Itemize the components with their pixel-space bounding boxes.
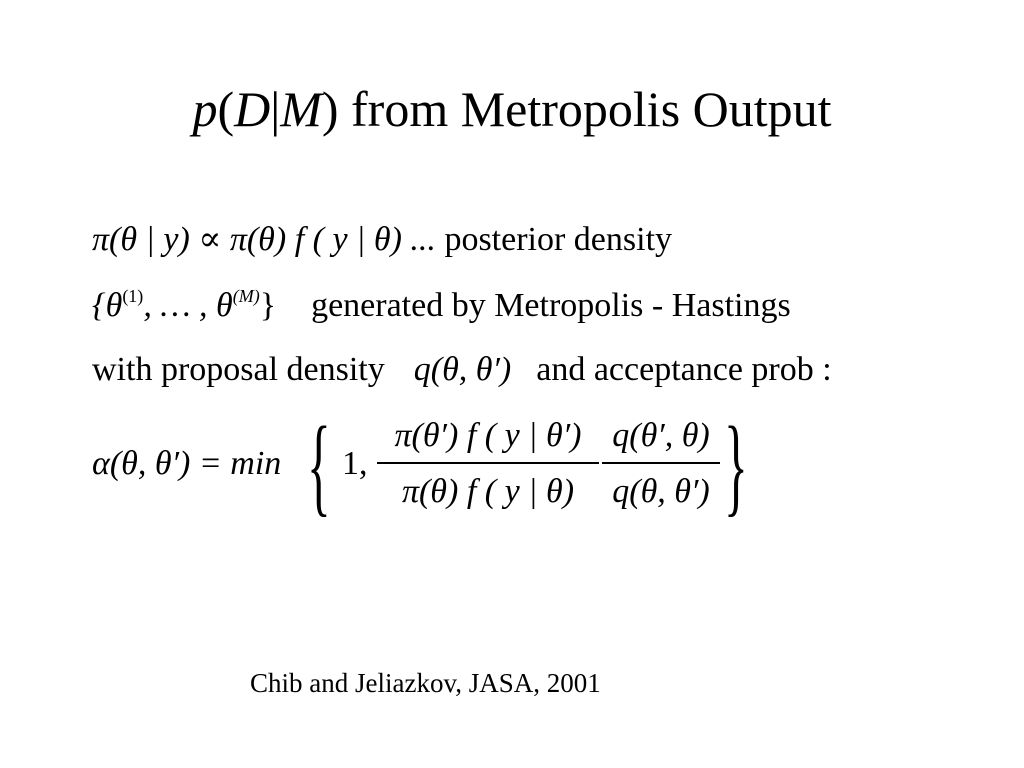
title-bar: | <box>270 81 281 137</box>
left-brace: { <box>307 404 331 526</box>
title-D: D <box>234 81 271 137</box>
frac2-numerator: q(θ′, θ) <box>612 417 710 454</box>
sup-1: (1) <box>122 286 144 306</box>
set-close: } <box>259 287 277 324</box>
proposal-formula: q(θ, θ′) <box>413 351 512 388</box>
generated-label: generated by Metropolis - Hastings <box>311 287 791 324</box>
acceptance-formula <box>92 404 792 526</box>
one-comma: 1, <box>342 445 368 482</box>
title-close-paren: ) <box>321 81 339 137</box>
frac1-denominator: π(θ) f ( y | θ) <box>401 473 575 510</box>
proposal-text-before: with proposal density <box>92 351 385 388</box>
likelihood-ratio-fraction <box>377 416 599 512</box>
title-M: M <box>280 81 322 137</box>
title-open-paren: ( <box>217 81 235 137</box>
title-rest: from Metropolis Output <box>338 81 832 137</box>
set-open: {θ <box>92 287 123 324</box>
title-p: p <box>192 81 218 137</box>
proposal-text-after: and acceptance prob : <box>536 351 832 388</box>
citation: Chib and Jeliazkov, JASA, 2001 <box>250 668 601 698</box>
sup-M: (M) <box>232 286 260 306</box>
posterior-label: posterior density <box>444 221 673 258</box>
frac2-denominator: q(θ, θ′) <box>612 473 710 510</box>
right-brace: } <box>724 404 748 526</box>
posterior-density-line <box>92 220 672 260</box>
frac1-numerator: π(θ′) f ( y | θ′) <box>394 417 582 454</box>
proposal-ratio-fraction <box>602 416 720 512</box>
sample-set-line <box>92 286 791 326</box>
set-middle: , … , θ <box>143 287 233 324</box>
proposal-line <box>92 350 832 390</box>
alpha-lhs: α(θ, θ′) = min <box>92 445 282 482</box>
posterior-formula: π(θ | y) ∝ π(θ) f ( y | θ) ... <box>92 221 436 258</box>
slide-title <box>0 78 1024 140</box>
